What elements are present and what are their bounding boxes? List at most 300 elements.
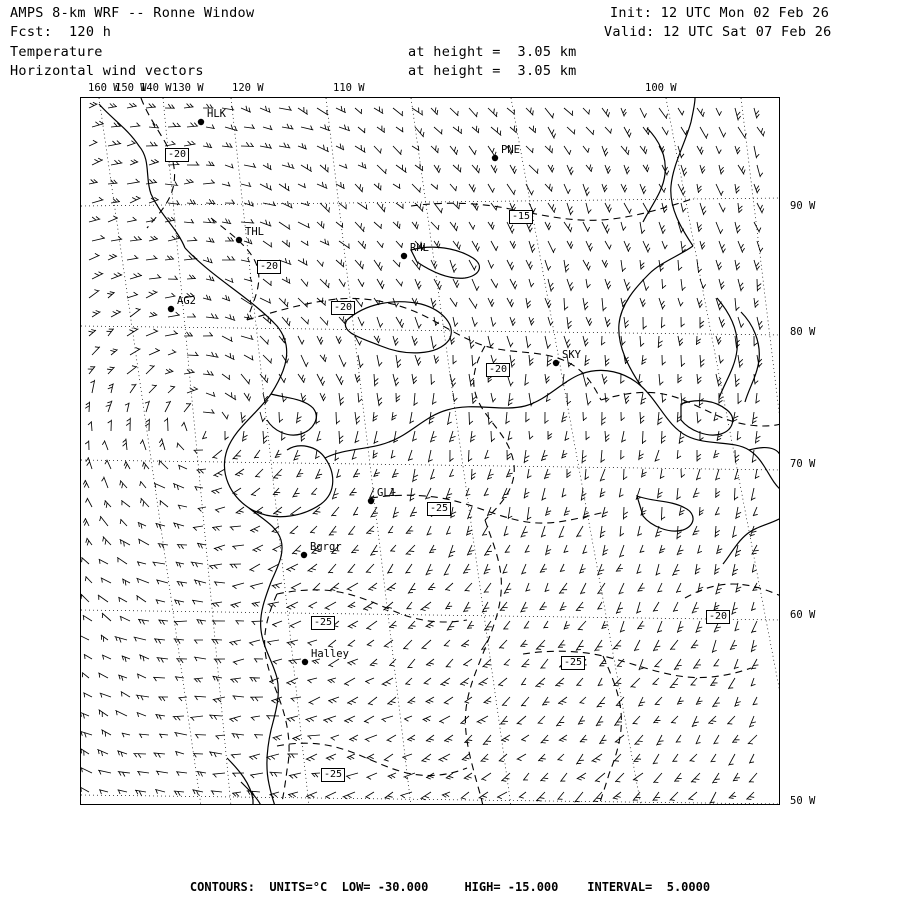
wind-barb	[177, 545, 187, 549]
wind-barb	[344, 678, 355, 686]
wind-barb	[643, 203, 651, 214]
wind-barb	[347, 754, 355, 760]
wind-barb	[328, 697, 339, 703]
wind-barb	[659, 545, 665, 554]
wind-barb	[681, 393, 685, 405]
wind-barb	[472, 126, 479, 133]
wind-barb	[268, 602, 279, 607]
wind-barb	[564, 108, 573, 116]
wind-barb	[661, 431, 665, 444]
wind-barb	[735, 108, 741, 121]
wind-barb	[146, 329, 158, 336]
wind-barb	[149, 236, 158, 241]
wind-barb	[120, 539, 130, 546]
wind-barb	[670, 792, 678, 800]
wind-barb	[659, 108, 668, 119]
wind-barb	[282, 201, 293, 208]
wind-barb	[733, 412, 738, 422]
wind-barb	[160, 500, 168, 507]
wind-barb	[586, 431, 590, 440]
station-dot	[368, 498, 374, 504]
wind-barb	[712, 697, 720, 707]
wind-barb	[477, 716, 488, 724]
wind-barb	[158, 620, 168, 625]
wind-barb	[755, 469, 759, 479]
wind-barb	[526, 184, 534, 195]
wind-barb	[336, 374, 343, 385]
wind-barb	[471, 469, 475, 480]
chart-header	[0, 0, 900, 84]
wind-barb	[168, 276, 178, 280]
field-2-label: Horizontal wind vectors	[10, 63, 204, 79]
wind-barb	[146, 142, 158, 146]
wind-barb	[176, 562, 184, 567]
wind-barb	[273, 488, 280, 495]
wind-barb	[463, 659, 472, 666]
wind-barb	[197, 469, 207, 473]
wind-barb	[696, 697, 702, 705]
wind-barb	[339, 164, 347, 169]
wind-barb	[251, 488, 260, 496]
wind-barb	[377, 126, 385, 133]
wind-barb	[508, 507, 512, 519]
wind-barb	[596, 716, 603, 726]
wind-barb	[700, 241, 705, 250]
wind-barb	[143, 462, 149, 470]
wind-barb	[187, 237, 197, 241]
wind-barb	[374, 260, 382, 271]
wind-barb	[638, 374, 642, 384]
wind-barb	[320, 165, 329, 173]
wind-barb	[521, 678, 526, 685]
wind-barb	[301, 317, 309, 324]
wind-barb	[450, 222, 458, 231]
wind-barb	[241, 258, 250, 262]
wind-barb	[738, 241, 745, 253]
wind-barb	[483, 735, 491, 745]
wind-barb	[388, 526, 393, 533]
wind-barb	[225, 392, 236, 400]
wind-barb	[353, 507, 358, 516]
wind-barb	[366, 621, 377, 630]
wind-barb	[254, 735, 263, 739]
wind-barb	[412, 222, 418, 230]
wind-barb	[503, 564, 508, 574]
wind-barb	[658, 488, 663, 498]
wind-barb	[273, 735, 283, 740]
wind-barb	[127, 366, 137, 374]
wind-barb	[545, 583, 549, 592]
wind-barb	[260, 412, 265, 422]
wind-barb	[446, 659, 453, 667]
wind-barb	[184, 403, 191, 412]
wind-barb	[449, 545, 456, 558]
wind-vector-field	[81, 102, 765, 803]
wind-barb	[469, 260, 476, 271]
wind-barb	[374, 374, 378, 386]
wind-barb	[453, 202, 460, 209]
wind-barb	[154, 639, 165, 644]
wind-barb	[567, 279, 573, 291]
wind-barb	[662, 355, 666, 365]
wind-barb	[241, 412, 246, 423]
wind-barb	[691, 773, 700, 782]
wind-barb	[697, 450, 701, 462]
wind-barb	[670, 678, 678, 688]
station-label: Halley	[311, 648, 349, 660]
wind-barb	[187, 123, 198, 127]
wind-barb	[751, 640, 757, 652]
wind-barb	[82, 672, 89, 678]
wind-barb	[488, 336, 494, 348]
wind-barb	[542, 488, 546, 501]
wind-barb	[122, 656, 130, 662]
wind-barb	[214, 582, 225, 586]
wind-barb	[585, 469, 589, 480]
wind-barb	[89, 179, 98, 184]
wind-barb	[108, 141, 121, 146]
wind-barb	[336, 144, 344, 150]
wind-barb	[388, 773, 396, 779]
wind-barb	[317, 260, 323, 267]
wind-barb	[749, 716, 756, 728]
wind-barb	[358, 393, 362, 403]
wind-barb	[270, 772, 283, 777]
wind-barb	[519, 792, 526, 798]
wind-barb	[653, 716, 660, 723]
wind-barb	[498, 678, 507, 686]
wind-barb	[450, 298, 457, 307]
wind-barb	[640, 412, 644, 424]
wind-barb	[491, 165, 497, 173]
wind-barb	[408, 621, 416, 629]
wind-barb	[222, 256, 235, 260]
wind-barb	[428, 583, 435, 590]
wind-barb	[241, 142, 254, 146]
wind-barb	[624, 165, 630, 174]
wind-barb	[355, 108, 362, 114]
wind-barb	[576, 754, 584, 764]
wind-barb	[111, 310, 121, 317]
wind-barb	[681, 317, 685, 327]
wind-barb	[506, 469, 512, 477]
wind-barb	[355, 431, 359, 443]
wind-barb	[715, 507, 720, 515]
wind-barb	[370, 488, 375, 498]
wind-barb	[754, 184, 760, 193]
wind-barb	[605, 241, 611, 249]
wind-barb	[232, 792, 241, 796]
wind-barb	[499, 640, 507, 648]
wind-barb	[107, 329, 114, 336]
wind-barb	[192, 600, 203, 604]
wind-barb	[177, 443, 184, 450]
wind-barb	[232, 545, 244, 550]
wind-barb	[348, 564, 355, 573]
wind-barb	[355, 260, 363, 269]
wind-barb	[159, 460, 168, 469]
wind-barb	[133, 754, 146, 758]
wind-barb	[434, 355, 439, 364]
lat-tick-80w: 80 W	[790, 326, 816, 338]
wind-barb	[715, 526, 720, 537]
wind-barb	[748, 735, 757, 744]
wind-barb	[484, 488, 489, 496]
wind-barb	[460, 716, 469, 724]
wind-barb	[194, 450, 203, 454]
wind-barb	[558, 640, 565, 648]
wind-barb	[209, 715, 222, 720]
wind-barb	[244, 355, 253, 360]
wind-barb	[222, 412, 228, 419]
wind-barb	[155, 714, 165, 719]
wind-barb	[583, 260, 590, 271]
wind-barb	[586, 279, 591, 288]
wind-barb	[431, 374, 435, 385]
wind-barb	[662, 241, 667, 249]
wind-barb	[545, 374, 549, 384]
wind-barb	[714, 735, 719, 744]
forecast-hour-label: Fcst: 120 h	[10, 24, 112, 40]
wind-barb	[517, 716, 526, 724]
wind-barb	[444, 697, 453, 704]
wind-barb	[586, 241, 593, 251]
wind-barb	[662, 127, 668, 135]
wind-barb	[336, 182, 345, 189]
wind-barb	[158, 697, 168, 701]
wind-barb	[602, 260, 608, 268]
wind-barb	[115, 637, 127, 643]
wind-barb	[358, 317, 364, 326]
wind-barb	[597, 697, 605, 707]
wind-barb	[118, 790, 127, 794]
wind-barb	[677, 697, 683, 705]
wind-barb	[504, 583, 511, 594]
wind-barb	[412, 146, 419, 151]
wind-barb	[491, 393, 496, 402]
wind-barb	[461, 792, 469, 799]
wind-barb	[307, 678, 317, 683]
wind-barb	[727, 716, 735, 724]
wind-barb	[230, 526, 241, 530]
wind-barb	[187, 387, 198, 393]
wind-barb	[450, 450, 454, 462]
wind-barb	[716, 469, 721, 480]
wind-barb	[442, 792, 450, 797]
wind-barb	[235, 621, 244, 625]
wind-barb	[567, 165, 573, 175]
wind-barb	[638, 697, 645, 707]
wind-barb	[365, 678, 374, 684]
wind-barb	[677, 488, 681, 500]
wind-barb	[98, 673, 108, 678]
wind-barb	[366, 564, 374, 573]
wind-barb	[260, 106, 271, 113]
wind-barb	[676, 583, 681, 593]
wind-barb	[92, 347, 100, 355]
wind-barb	[464, 735, 472, 743]
wind-barb	[317, 182, 327, 189]
wind-barb	[564, 621, 570, 630]
wind-barb	[174, 621, 187, 625]
wind-barb	[564, 260, 569, 273]
wind-barb	[717, 431, 722, 441]
wind-barb	[408, 659, 416, 668]
station-label: AG2	[177, 295, 196, 307]
wind-barb	[279, 143, 290, 148]
wind-barb	[273, 469, 282, 478]
wind-barb	[575, 792, 583, 802]
wind-barb	[545, 146, 553, 154]
lon-tick-150w: 150 W	[115, 82, 147, 94]
wind-barb	[700, 203, 706, 215]
wind-barb	[697, 222, 702, 232]
wind-barb	[86, 457, 92, 469]
wind-barb	[111, 236, 122, 241]
wind-barb	[325, 602, 336, 610]
wind-barb	[135, 790, 146, 795]
wind-barb	[320, 125, 330, 131]
wind-barb	[165, 182, 178, 186]
wind-barb	[488, 222, 494, 230]
wind-barb	[602, 184, 607, 192]
wind-barb	[197, 620, 207, 625]
wind-barb	[641, 507, 646, 516]
wind-barb	[732, 602, 738, 615]
wind-barb	[446, 526, 451, 535]
wind-barb	[653, 792, 660, 801]
wind-barb	[677, 545, 683, 555]
wind-barb	[564, 336, 570, 348]
wind-barb	[559, 526, 564, 538]
wind-barb	[306, 754, 317, 761]
wind-barb	[206, 237, 215, 242]
wind-barb	[450, 374, 456, 387]
wind-barb	[408, 450, 413, 461]
wind-barb	[605, 165, 611, 174]
wind-barb	[529, 279, 534, 287]
wind-barb	[222, 295, 230, 301]
wind-barb	[339, 355, 346, 367]
wind-barb	[298, 258, 308, 265]
wind-barb	[487, 507, 492, 516]
wind-barb	[152, 562, 165, 566]
wind-barb	[567, 393, 571, 405]
wind-barb	[603, 545, 608, 556]
wind-barb	[714, 412, 718, 421]
wind-barb	[317, 336, 323, 345]
wind-barb	[279, 222, 290, 230]
wind-barb	[206, 199, 216, 204]
wind-barb	[290, 621, 302, 628]
lon-tick-110w: 110 W	[333, 82, 365, 94]
wind-barb	[244, 163, 256, 167]
wind-barb	[174, 600, 184, 605]
wind-barb	[735, 621, 739, 631]
wind-barb	[624, 241, 631, 252]
wind-barb	[84, 654, 92, 659]
wind-barb	[393, 298, 399, 307]
wind-barb	[592, 754, 603, 762]
wind-barb	[733, 773, 740, 781]
wind-barb	[481, 773, 491, 781]
wind-barb	[653, 640, 660, 651]
wind-barb	[174, 791, 184, 796]
wind-barb	[149, 197, 159, 203]
wind-barb	[526, 108, 533, 116]
wind-barb	[130, 308, 141, 317]
wind-barb	[602, 146, 608, 156]
wind-barb	[355, 412, 360, 425]
wind-barb	[156, 523, 166, 529]
wind-barb	[194, 696, 206, 700]
wind-barb	[406, 526, 413, 534]
wind-barb	[184, 179, 194, 184]
wind-barb	[755, 431, 760, 444]
wind-barb	[576, 602, 584, 611]
wind-barb	[83, 518, 89, 526]
wind-barb	[522, 564, 527, 574]
wind-barb	[222, 142, 233, 147]
wind-barb	[412, 298, 418, 306]
station-label: THL	[245, 226, 264, 238]
wind-barb	[746, 792, 754, 800]
wind-barb	[653, 754, 659, 764]
wind-barb	[567, 203, 573, 215]
wind-barb	[605, 127, 612, 134]
wind-barb	[564, 184, 570, 194]
wind-barb	[699, 507, 704, 516]
wind-barb	[643, 165, 649, 172]
wind-barb	[640, 222, 645, 234]
wind-barb	[251, 621, 263, 625]
wind-barb	[586, 165, 592, 172]
wind-barb	[396, 203, 404, 209]
wind-barb	[348, 621, 358, 628]
wind-barb	[426, 735, 434, 742]
wind-barb	[576, 678, 583, 686]
wind-barb	[491, 431, 495, 442]
contour-lines	[141, 98, 780, 805]
wind-barb	[174, 639, 184, 644]
wind-barb	[203, 409, 215, 413]
map-svg	[81, 98, 780, 805]
wind-barb	[526, 412, 530, 422]
wind-barb	[288, 659, 301, 664]
wind-barb	[286, 716, 298, 722]
wind-barb	[491, 127, 501, 136]
wind-barb	[358, 162, 366, 168]
wind-barb	[564, 146, 571, 155]
wind-barb	[137, 771, 149, 775]
wind-barb	[641, 393, 646, 405]
wind-barb	[232, 583, 244, 589]
wind-barb	[558, 754, 565, 760]
wind-barb	[637, 602, 641, 614]
map-plot-area[interactable]	[80, 97, 780, 805]
wind-barb	[658, 583, 663, 593]
wind-barb	[249, 754, 260, 760]
wind-barb	[586, 317, 592, 326]
wind-barb	[640, 146, 647, 154]
wind-barb	[328, 564, 336, 573]
wind-barb	[621, 222, 626, 231]
wind-barb	[187, 162, 199, 166]
wind-barb	[431, 298, 436, 308]
wind-barb	[392, 412, 397, 421]
wind-barb	[86, 498, 93, 507]
wind-barb	[529, 317, 534, 326]
